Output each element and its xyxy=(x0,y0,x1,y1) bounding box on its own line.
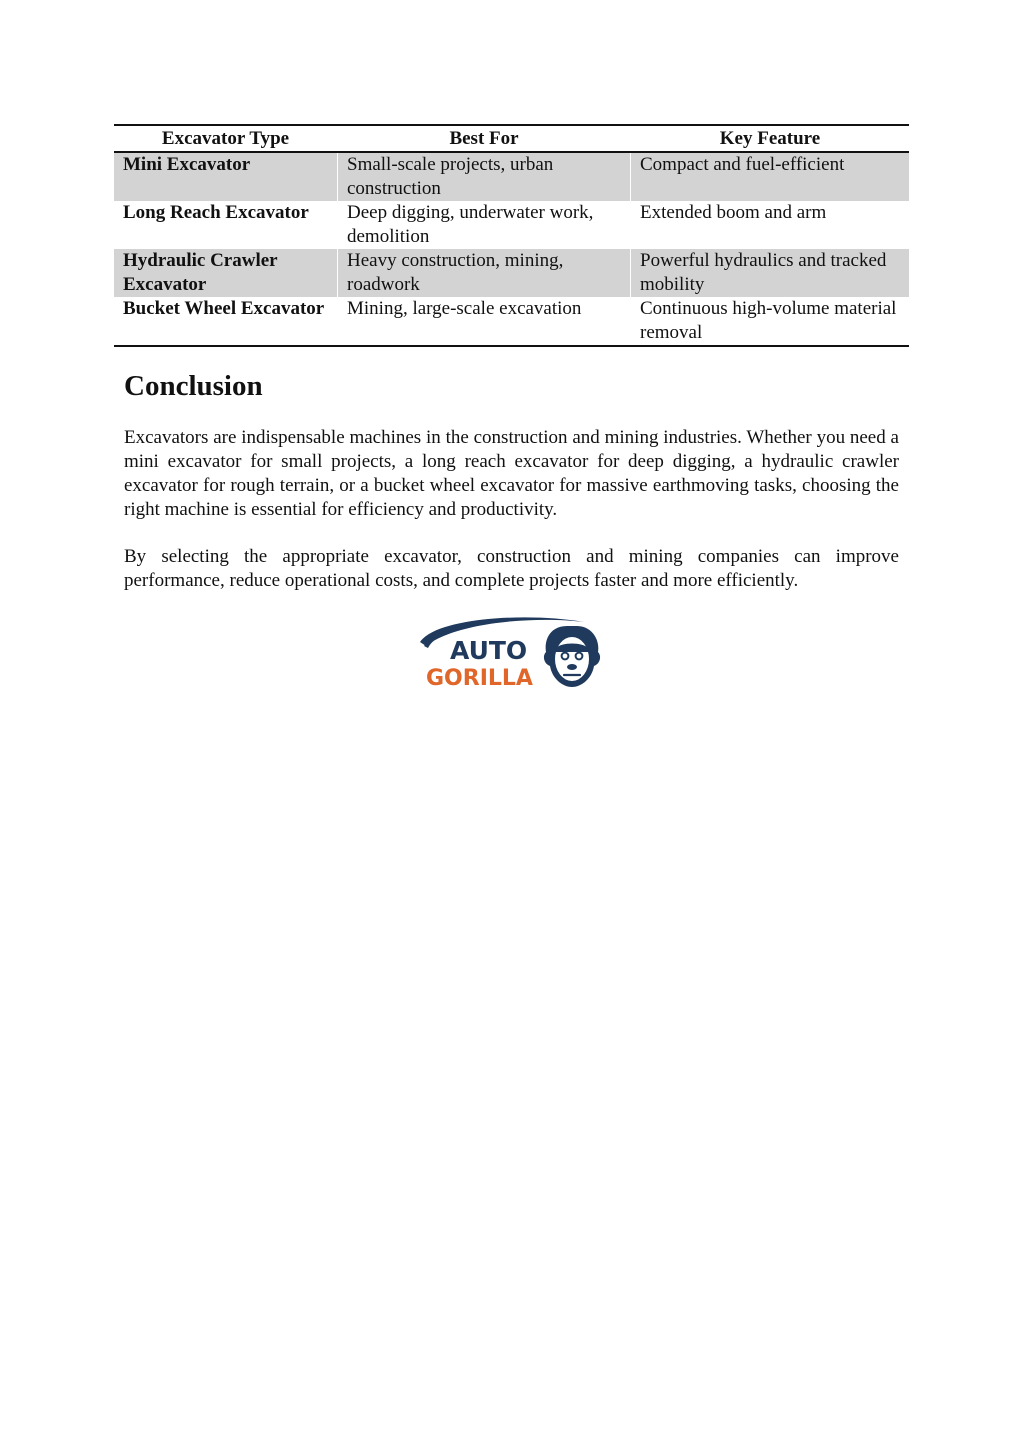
cell-key-feature: Powerful hydraulics and tracked mobility xyxy=(631,249,910,297)
cell-excavator-type: Hydraulic Crawler Excavator xyxy=(114,249,338,297)
table-row xyxy=(114,297,909,346)
header-key-feature: Key Feature xyxy=(631,125,910,152)
table-row xyxy=(114,249,909,297)
table-row xyxy=(114,201,909,249)
cell-excavator-type: Mini Excavator xyxy=(114,152,338,201)
conclusion-paragraph-1: Excavators are indispensable machines in the construction and mining industries. Whether you need a mini excavator for small projects, a long reach excavator for deep digging, a hydraulic crawler excavator for rough terrain, or a bucket wheel excavator for massive earthmoving tasks, choosing the right machine is essential for efficiency and productivity. xyxy=(124,427,899,520)
logo-word-gorilla: GORILLA xyxy=(426,666,533,691)
logo-word-auto: AUTO xyxy=(450,636,528,665)
auto-gorilla-logo xyxy=(416,612,610,692)
table-header-row xyxy=(114,125,909,152)
cell-best-for: Heavy construction, mining, roadwork xyxy=(338,249,631,297)
logo-graphic xyxy=(416,612,610,692)
cell-key-feature: Continuous high-volume material removal xyxy=(631,297,910,346)
cell-best-for: Small-scale projects, urban construction xyxy=(338,152,631,201)
cell-best-for: Mining, large-scale excavation xyxy=(338,297,631,346)
conclusion-paragraph-2: By selecting the appropriate excavator, construction and mining companies can improve performance, reduce operational costs, and complete projects faster and more efficiently. xyxy=(124,546,899,591)
cell-excavator-type: Long Reach Excavator xyxy=(123,202,309,223)
cell-excavator-type: Bucket Wheel Excavator xyxy=(114,297,338,346)
header-best-for: Best For xyxy=(338,125,631,152)
conclusion-heading: Conclusion xyxy=(124,370,263,402)
table-row xyxy=(114,152,909,201)
cell-best-for: Deep digging, underwater work, demolition xyxy=(338,201,631,249)
cell-key-feature: Compact and fuel-efficient xyxy=(631,152,910,201)
header-excavator-type: Excavator Type xyxy=(114,125,338,152)
excavator-comparison-table xyxy=(114,124,909,347)
gorilla-head-icon xyxy=(544,626,600,687)
cell-key-feature: Extended boom and arm xyxy=(631,201,910,249)
